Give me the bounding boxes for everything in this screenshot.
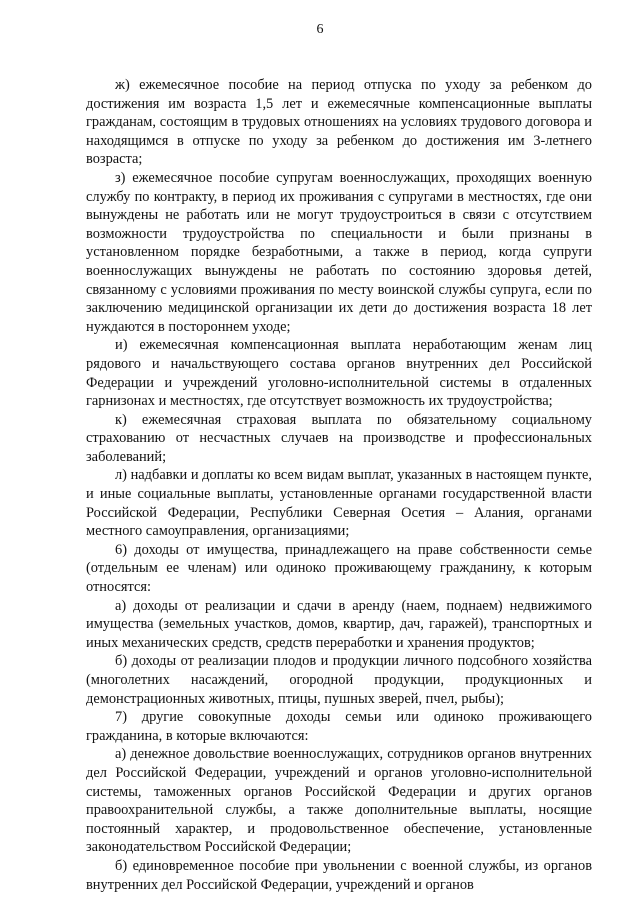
paragraph-6b-farm-income: б) доходы от реализации плодов и продукции личного подсобного хозяйства (многолетних насаждений, огородной продукции, продукционных и демонстрационных животных, птицы, пушных зверей, пчел, рыбы);: [86, 653, 592, 707]
paragraph-zh-childcare-allowance: ж) ежемесячное пособие на период отпуска по уходу за ребенком до достижения им возраста 1,5 лет и ежемесячные компенсационные выплаты гражданам, состоящим в трудовых отношениях на условиях трудового договора и находящимся в отпуске по уходу за ребенком до достижения им 3-летнего возраста;: [86, 77, 592, 168]
paragraph-k-insurance-payment: к) ежемесячная страховая выплата по обязательному социальному страхованию от несчастных случаев на производстве и профессиональных заболеваний;: [86, 411, 592, 465]
paragraph-6a-real-estate-income: а) доходы от реализации и сдачи в аренду (наем, поднаем) недвижимого имущества (земельных участков, домов, квартир, дач, гаражей), транспортных и иных механических средств, средств переработки и хранения продуктов;: [86, 597, 592, 651]
paragraph-6-property-income: 6) доходы от имущества, принадлежащего на праве собственности семье (отдельным ее членам) или одиноко проживающему гражданину, к которым относятся:: [86, 541, 592, 596]
page-number: 6: [316, 22, 324, 37]
paragraph-i-compensation-payment: и) ежемесячная компенсационная выплата неработающим женам лиц рядового и начальствующего состава органов внутренних дел Российской Федерации и учреждений уголовно-исполнительной системы в отдаленных гарнизонах и местностях, где отсутствует возможность их трудоустройства;: [86, 337, 592, 410]
paragraph-7b-severance-pay: б) единовременное пособие при увольнении с военной службы, из органов внутренних дел Российской Федерации, учреждений и органов: [86, 857, 592, 893]
paragraph-l-supplements: л) надбавки и доплаты ко всем видам выплат, указанных в настоящем пункте, и иные социальные выплаты, установленные органами государственной власти Российской Федерации, Республики Северная Осетия – Алания, органами местного самоуправления, организациями;: [86, 467, 592, 540]
paragraph-7-other-income: 7) другие совокупные доходы семьи или одиноко проживающего гражданина, в которые включаются:: [86, 709, 592, 744]
paragraph-z-military-spouse-allowance: з) ежемесячное пособие супругам военнослужащих, проходящих военную службу по контракту, в период их проживания с супругами в местностях, где они вынуждены не работать или не могут трудоустроиться в связи с отсутствием возможности трудоустройства по специальности и были признаны в установленном порядке безработными, а также в период, когда супруги военнослужащих вынуждены не работать по состоянию здоровья детей, связанному с условиями проживания по месту воинской службы супруга, если по заключению медицинской организации их дети до достижения возраста 18 лет нуждаются в постороннем уходе;: [86, 169, 592, 335]
document-body: [86, 76, 592, 894]
paragraph-7a-military-allowance: а) денежное довольствие военнослужащих, сотрудников органов внутренних дел Российской Федерации, учреждений и органов уголовно-исполнительной системы, таможенных органов Российской Федерации и других органов правоохранительной службы, а также дополнительные выплаты, носящие постоянный характер, и продовольственное обеспечение, установленные законодательством Российской Федерации;: [86, 746, 592, 856]
